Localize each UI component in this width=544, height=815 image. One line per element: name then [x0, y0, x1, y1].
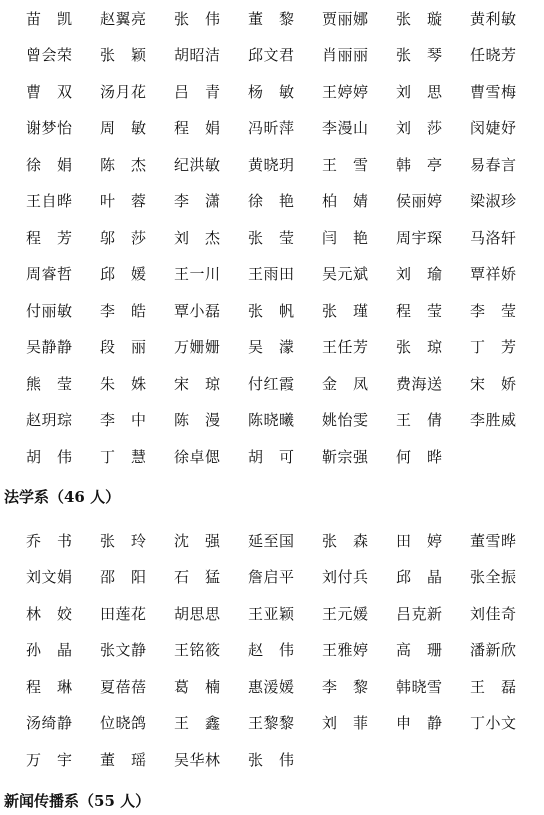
student-name: 邱 晶 — [396, 568, 443, 587]
student-name: 张文静 — [100, 641, 147, 660]
student-name: 付丽敏 — [26, 301, 73, 320]
student-name: 赵玥琮 — [26, 411, 73, 430]
student-name: 纪洪敏 — [174, 155, 221, 174]
student-name: 刘 莎 — [396, 119, 443, 138]
student-name: 沈 强 — [174, 531, 221, 550]
student-name: 金 凤 — [322, 374, 369, 393]
student-name: 任晓芳 — [470, 46, 517, 65]
student-name: 胡思思 — [174, 604, 221, 623]
name-row — [26, 402, 544, 439]
student-name: 詹启平 — [248, 568, 295, 587]
student-name: 宋 娇 — [470, 374, 517, 393]
student-name: 张 瑾 — [322, 301, 369, 320]
student-name: 乔 书 — [26, 531, 73, 550]
student-name: 王 雪 — [322, 155, 369, 174]
student-name: 赵 伟 — [248, 641, 295, 660]
student-name: 孙 晶 — [26, 641, 73, 660]
student-name: 刘 思 — [396, 82, 443, 101]
student-name: 段 丽 — [100, 338, 147, 357]
student-name: 程 莹 — [396, 301, 443, 320]
student-name: 王雨田 — [248, 265, 295, 284]
student-name: 王一川 — [174, 265, 221, 284]
student-name: 闫 艳 — [322, 228, 369, 247]
student-name: 董 瑶 — [100, 750, 147, 769]
student-name: 吕克新 — [396, 604, 443, 623]
student-name: 杨 敏 — [248, 82, 295, 101]
student-name: 惠湲媛 — [248, 677, 295, 696]
section-heading-journalism: 新闻传播系（55 人） — [4, 792, 151, 810]
student-name: 李 黎 — [322, 677, 369, 696]
student-name: 陈 漫 — [174, 411, 221, 430]
student-name: 吴 濛 — [248, 338, 295, 357]
student-name: 高 珊 — [396, 641, 443, 660]
student-name: 李 潇 — [174, 192, 221, 211]
student-name: 梁淑珍 — [470, 192, 517, 211]
name-row — [26, 522, 544, 559]
student-name: 周睿哲 — [26, 265, 73, 284]
student-name: 董 黎 — [248, 9, 295, 28]
student-name: 周 敏 — [100, 119, 147, 138]
student-name: 田莲花 — [100, 604, 147, 623]
student-name: 丁小文 — [470, 714, 517, 733]
name-row — [26, 37, 544, 74]
student-name: 刘付兵 — [322, 568, 369, 587]
student-name: 王 磊 — [470, 677, 517, 696]
student-name: 张 伟 — [248, 750, 295, 769]
student-name: 张 颖 — [100, 46, 147, 65]
student-name: 王自晔 — [26, 192, 73, 211]
name-row — [26, 292, 544, 329]
name-row — [26, 365, 544, 402]
student-name: 覃祥娇 — [470, 265, 517, 284]
student-name: 叶 蓉 — [100, 192, 147, 211]
student-name: 苗 凯 — [26, 9, 73, 28]
name-row — [26, 559, 544, 596]
student-name: 肖丽丽 — [322, 46, 369, 65]
student-name: 林 姣 — [26, 604, 73, 623]
student-name: 黄晓玥 — [248, 155, 295, 174]
student-name: 李 莹 — [470, 301, 517, 320]
student-name: 丁 芳 — [470, 338, 517, 357]
student-name: 王元媛 — [322, 604, 369, 623]
student-name: 张 玲 — [100, 531, 147, 550]
student-name: 丁 慧 — [100, 447, 147, 466]
student-name: 田 婷 — [396, 531, 443, 550]
student-name: 黄利敏 — [470, 9, 517, 28]
name-row — [26, 329, 544, 366]
student-name: 刘佳奇 — [470, 604, 517, 623]
student-name: 陈晓曦 — [248, 411, 295, 430]
student-name: 马洛轩 — [470, 228, 517, 247]
student-name: 位晓鸽 — [100, 714, 147, 733]
student-name: 吴华林 — [174, 750, 221, 769]
student-name: 朱 姝 — [100, 374, 147, 393]
student-name: 邱文君 — [248, 46, 295, 65]
name-grid-law — [26, 522, 544, 778]
student-name: 曾会荣 — [26, 46, 73, 65]
student-name: 张 伟 — [174, 9, 221, 28]
student-name: 汤月花 — [100, 82, 147, 101]
student-name: 姚怡雯 — [322, 411, 369, 430]
student-name: 董雪晔 — [470, 531, 517, 550]
student-name: 王亚颖 — [248, 604, 295, 623]
student-name: 张 琴 — [396, 46, 443, 65]
student-name: 邱 媛 — [100, 265, 147, 284]
student-name: 王雅婷 — [322, 641, 369, 660]
student-name: 张全振 — [470, 568, 517, 587]
name-row — [26, 146, 544, 183]
student-name: 曹 双 — [26, 82, 73, 101]
student-name: 胡昭洁 — [174, 46, 221, 65]
student-name: 覃小磊 — [174, 301, 221, 320]
student-name: 胡 伟 — [26, 447, 73, 466]
student-name: 徐 艳 — [248, 192, 295, 211]
student-name: 费海送 — [396, 374, 443, 393]
student-name: 张 璇 — [396, 9, 443, 28]
student-name: 程 芳 — [26, 228, 73, 247]
student-name: 申 静 — [396, 714, 443, 733]
student-name: 胡 可 — [248, 447, 295, 466]
name-row — [26, 438, 544, 475]
student-name: 王铭筱 — [174, 641, 221, 660]
name-row — [26, 595, 544, 632]
name-row — [26, 219, 544, 256]
student-name: 柏 婧 — [322, 192, 369, 211]
student-name: 张 莹 — [248, 228, 295, 247]
student-name: 王 鑫 — [174, 714, 221, 733]
student-name: 易春言 — [470, 155, 517, 174]
student-name: 曹雪梅 — [470, 82, 517, 101]
student-name: 冯昕萍 — [248, 119, 295, 138]
student-name: 葛 楠 — [174, 677, 221, 696]
student-name: 靳宗强 — [322, 447, 369, 466]
section-heading-law: 法学系（46 人） — [4, 488, 121, 506]
student-name: 徐 娟 — [26, 155, 73, 174]
student-name: 吕 青 — [174, 82, 221, 101]
student-name: 邬 莎 — [100, 228, 147, 247]
student-name: 刘文娟 — [26, 568, 73, 587]
student-name: 李 皓 — [100, 301, 147, 320]
student-name: 潘新欣 — [470, 641, 517, 660]
student-name: 李胜威 — [470, 411, 517, 430]
student-name: 闵婕妤 — [470, 119, 517, 138]
student-name: 王黎黎 — [248, 714, 295, 733]
student-name: 韩晓雪 — [396, 677, 443, 696]
name-row — [26, 668, 544, 705]
name-row — [26, 632, 544, 669]
student-name: 陈 杰 — [100, 155, 147, 174]
student-name: 张 琼 — [396, 338, 443, 357]
student-name: 延至国 — [248, 531, 295, 550]
student-name: 万姗姗 — [174, 338, 221, 357]
student-name: 夏蓓蓓 — [100, 677, 147, 696]
student-name: 赵翼亮 — [100, 9, 147, 28]
student-name: 王任芳 — [322, 338, 369, 357]
student-name: 熊 莹 — [26, 374, 73, 393]
student-name: 付红霞 — [248, 374, 295, 393]
student-name: 李 中 — [100, 411, 147, 430]
student-name: 李漫山 — [322, 119, 369, 138]
name-row — [26, 110, 544, 147]
name-row — [26, 256, 544, 293]
name-row — [26, 73, 544, 110]
student-name: 何 晔 — [396, 447, 443, 466]
student-name: 贾丽娜 — [322, 9, 369, 28]
student-name: 石 猛 — [174, 568, 221, 587]
student-name: 刘 瑜 — [396, 265, 443, 284]
student-name: 徐卓偲 — [174, 447, 221, 466]
student-name: 王 倩 — [396, 411, 443, 430]
student-name: 程 琳 — [26, 677, 73, 696]
student-name: 周宇琛 — [396, 228, 443, 247]
student-name: 程 娟 — [174, 119, 221, 138]
student-name: 邵 阳 — [100, 568, 147, 587]
name-grid-continued — [26, 0, 544, 475]
student-name: 吴静静 — [26, 338, 73, 357]
name-row — [26, 0, 544, 37]
student-name: 张 森 — [322, 531, 369, 550]
student-name: 刘 杰 — [174, 228, 221, 247]
student-name: 刘 菲 — [322, 714, 369, 733]
student-name: 韩 亭 — [396, 155, 443, 174]
student-name: 王婷婷 — [322, 82, 369, 101]
name-row — [26, 183, 544, 220]
student-name: 吴元斌 — [322, 265, 369, 284]
student-name: 张 帆 — [248, 301, 295, 320]
student-name: 谢梦怡 — [26, 119, 73, 138]
student-name: 汤绮静 — [26, 714, 73, 733]
name-row — [26, 741, 544, 778]
name-row — [26, 705, 544, 742]
student-name: 宋 琼 — [174, 374, 221, 393]
student-name: 侯丽婷 — [396, 192, 443, 211]
student-name: 万 宇 — [26, 750, 73, 769]
